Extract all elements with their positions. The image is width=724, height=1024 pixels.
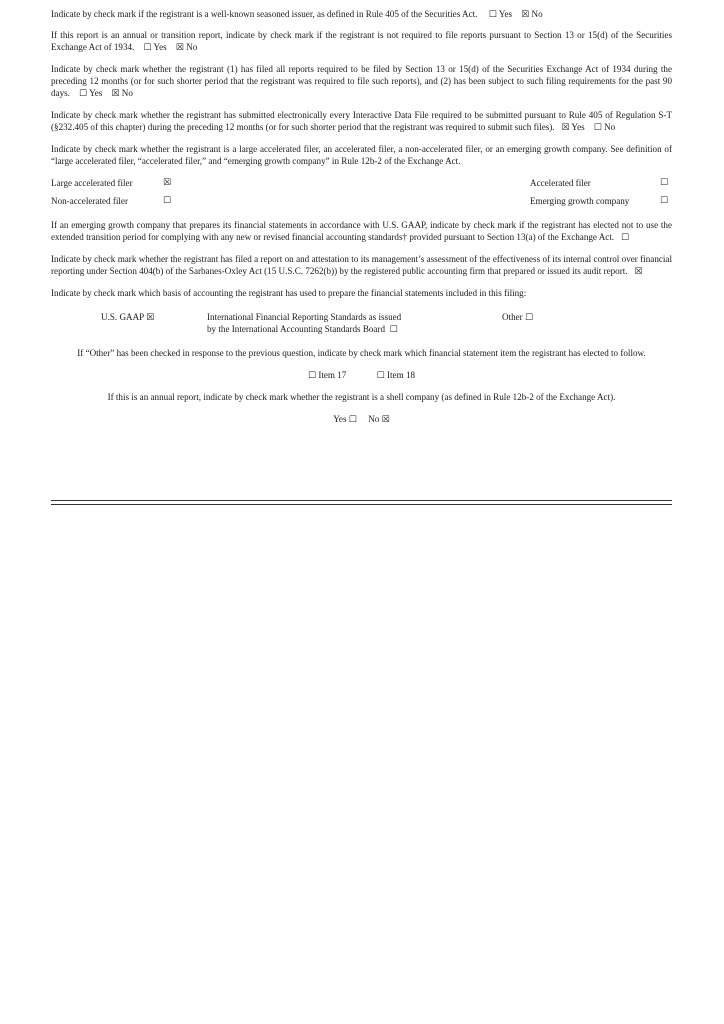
icfr-text: Indicate by check mark whether the registrant has filed a report on and attestation to its management’s assessment of the effectiveness of its internal control over financial reporting under Section 404(b) of the Sarbanes-Oxley Act (15 U.S.C. 7262(b)) by the registered public accounting firm that prepared or issued its audit report. (51, 254, 672, 276)
cover-page-checkboxes (51, 8, 672, 425)
shell-yes-checkbox[interactable]: ☐ (348, 415, 357, 425)
wksi-text: Indicate by check mark if the registrant is a well-known seasoned issuer, as defined in Rule 405 of the Securities Act. (51, 9, 478, 19)
icfr-question (51, 253, 672, 277)
other-label: Other (502, 312, 523, 322)
wksi-yes-checkbox[interactable]: ☐ (488, 10, 497, 20)
interactive-data-no-checkbox[interactable]: ☐ (593, 123, 602, 133)
ifrs-option (207, 311, 437, 335)
double-rule-top (51, 500, 672, 501)
not-required-yes-label: Yes (153, 42, 167, 52)
gaap-label: U.S. GAAP (101, 312, 144, 322)
wksi-question (51, 8, 672, 20)
egc-transition-question (51, 219, 672, 243)
egc-transition-text: If an emerging growth company that prepares its financial statements in accordance with U.S. GAAP, indicate by check mark if the registrant has elected not to use the extended transition period for complying with any new or revised financial accounting standards† provided pursuant to Section 13(a) of the Exchange Act. (51, 220, 672, 242)
accelerated-label: Accelerated filer (530, 178, 591, 188)
egc-transition-checkbox[interactable]: ☐ (620, 233, 630, 243)
icfr-checkbox[interactable]: ☒ (634, 267, 643, 277)
emerging-growth-label: Emerging growth company (530, 196, 630, 206)
ifrs-label-line2: by the International Accounting Standards Board (207, 324, 386, 334)
other-item-question (51, 347, 672, 359)
item17-option (308, 369, 346, 381)
large-accelerated-label: Large accelerated filer (51, 178, 133, 188)
interactive-data-yes-label: Yes (571, 122, 585, 132)
not-required-no-label: No (186, 42, 198, 52)
wksi-no-label: No (531, 9, 543, 19)
not-required-text: If this report is an annual or transition report, indicate by check mark if the registrant is not required to file reports pursuant to Section 13 or 15(d) of the Securities Exchange Act of 1934. (51, 30, 672, 52)
not-required-no-checkbox[interactable]: ☒ (175, 43, 184, 53)
item17-checkbox[interactable]: ☐ (307, 371, 317, 381)
shell-options (51, 413, 672, 425)
shell-yes-label: Yes (333, 414, 347, 424)
shell-no-label: No (368, 414, 380, 424)
filer-status-question (51, 143, 672, 167)
interactive-data-yes-checkbox[interactable]: ☒ (561, 123, 570, 133)
shell-no-checkbox[interactable]: ☒ (381, 415, 390, 425)
wksi-no-checkbox[interactable]: ☒ (521, 10, 530, 20)
emerging-growth-checkbox[interactable]: ☐ (660, 196, 669, 206)
basis-text: Indicate by check mark which basis of accounting the registrant has used to prepare the financial statements included in this filing: (51, 288, 527, 298)
large-accelerated-checkbox[interactable]: ☒ (163, 178, 172, 188)
filed-reports-yes-label: Yes (89, 88, 103, 98)
interactive-data-question (51, 109, 672, 133)
wksi-yes-label: Yes (498, 9, 513, 19)
ifrs-label-line1: International Financial Reporting Standards as issued (207, 312, 402, 322)
filed-reports-no-label: No (121, 88, 133, 98)
non-accelerated-label: Non-accelerated filer (51, 196, 128, 206)
interactive-data-text: Indicate by check mark whether the registrant has submitted electronically every Interactive Data File required to be submitted pursuant to Rule 405 of Regulation S-T (§232.405 of this chapter) during the preceding 12 months (or for such shorter period that the registrant was required to submit such files). (51, 110, 672, 132)
not-required-question (51, 29, 672, 53)
item18-label: Item 18 (387, 370, 416, 380)
shell-text: If this is an annual report, indicate by check mark whether the registrant is a shell company (as defined in Rule 12b-2 of the Exchange Act). (107, 392, 616, 402)
ifrs-checkbox[interactable]: ☐ (389, 325, 398, 335)
filer-status-options (51, 177, 672, 213)
filed-reports-text: Indicate by check mark whether the registrant (1) has filed all reports required to be filed by Section 13 or 15(d) of the Securities Exchange Act of 1934 during the preceding 12 months (or for such shorter period that the registrant was required to file such reports), and (2) has been subject to such filing requirements for the past 90 days. (51, 64, 672, 98)
shell-question (51, 391, 672, 403)
not-required-yes-checkbox[interactable]: ☐ (143, 43, 152, 53)
other-item-text: If “Other” has been checked in response to the previous question, indicate by check mark which financial statement item the registrant has elected to follow. (77, 348, 646, 358)
basis-options (51, 311, 672, 337)
gaap-checkbox[interactable]: ☒ (146, 313, 155, 323)
item18-checkbox[interactable]: ☐ (376, 371, 385, 381)
gaap-option (101, 311, 154, 323)
item17-label: Item 17 (318, 370, 347, 380)
other-checkbox[interactable]: ☐ (525, 313, 534, 323)
item-options (51, 369, 672, 381)
filer-status-text: Indicate by check mark whether the registrant is a large accelerated filer, an accelerated filer, a non-accelerated filer, or an emerging growth company. See definition of “large accelerated filer, “accelerated filer,” and “emerging growth company” in Rule 12b-2 of the Exchange Act. (51, 144, 672, 166)
accelerated-checkbox[interactable]: ☐ (660, 178, 669, 188)
filed-reports-yes-checkbox[interactable]: ☐ (79, 89, 88, 99)
interactive-data-no-label: No (604, 122, 616, 132)
filed-reports-no-checkbox[interactable]: ☒ (111, 89, 120, 99)
filed-reports-question (51, 63, 672, 99)
basis-question (51, 287, 672, 299)
other-option (502, 311, 533, 323)
non-accelerated-checkbox[interactable]: ☐ (163, 196, 172, 206)
double-rule-bottom (51, 504, 672, 505)
item18-option (377, 369, 415, 381)
